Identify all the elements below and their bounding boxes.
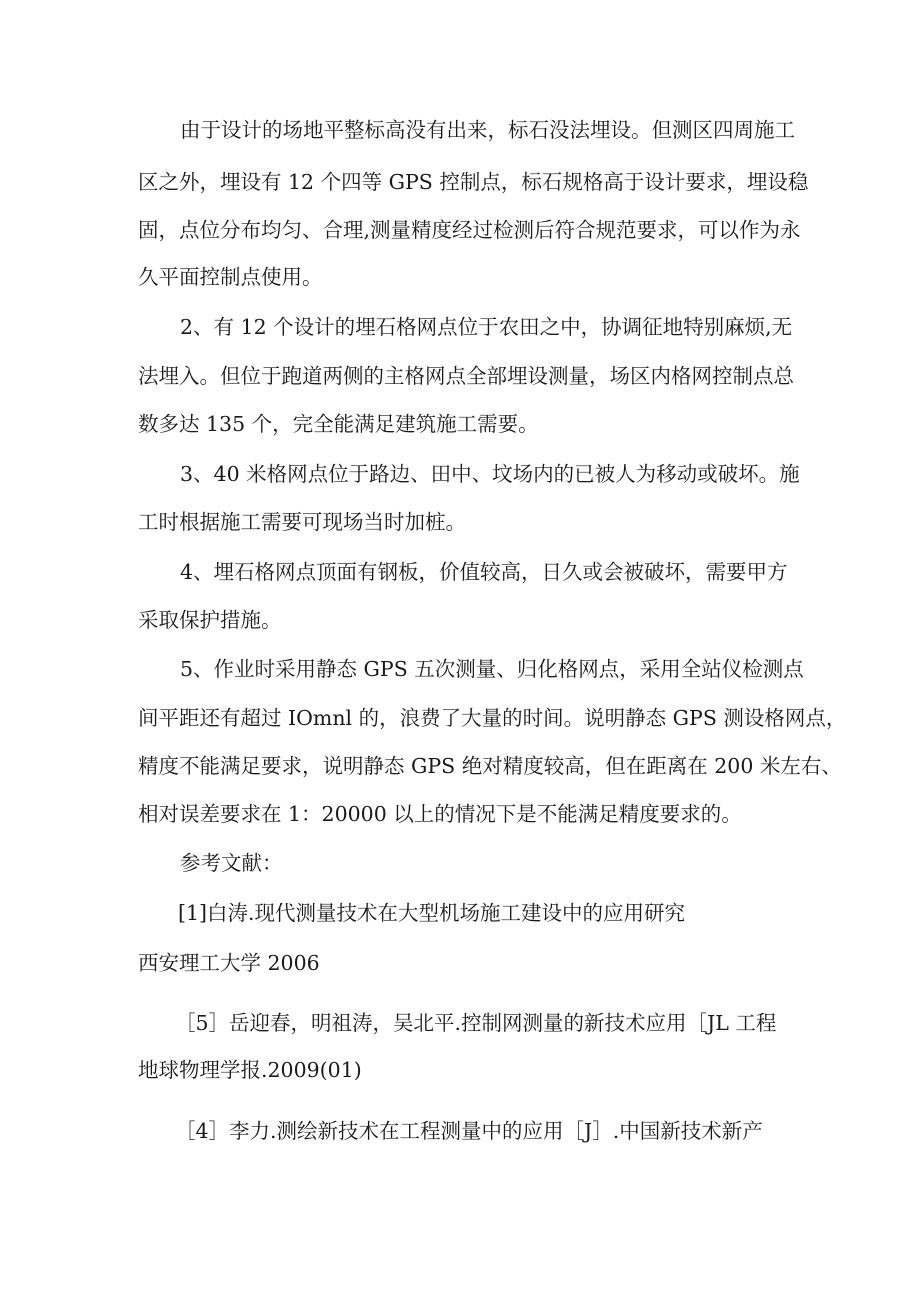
paragraph-line: 久平面控制点使用。 bbox=[138, 265, 323, 289]
reference-entry: [1]白涛.现代测量技术在大型机场施工建设中的应用研究 bbox=[178, 901, 686, 925]
paragraph-line: 区之外，埋设有 12 个四等 GPS 控制点，标石规格高于设计要求，埋设稳 bbox=[138, 170, 809, 194]
paragraph-line: 4、埋石格网点顶面有钢板，价值较高，日久或会被破坏，需要甲方 bbox=[180, 560, 788, 584]
paragraph-line: 间平距还有超过 IOmnl 的，浪费了大量的时间。说明静态 GPS 测设格网点， bbox=[138, 706, 847, 730]
paragraph-line: 3、40 米格网点位于路边、田中、坟场内的已被人为移动或破坏。施 bbox=[180, 462, 800, 486]
references-heading: 参考文献： bbox=[180, 851, 283, 875]
paragraph-line: 由于设计的场地平整标高没有出来，标石没法埋设。但测区四周施工 bbox=[180, 118, 795, 142]
reference-entry-continuation: 西安理工大学 2006 bbox=[138, 951, 320, 975]
paragraph-line: 法埋入。但位于跑道两侧的主格网点全部埋设测量，场区内格网控制点总 bbox=[138, 364, 794, 388]
paragraph-line: 工时根据施工需要可现场当时加桩。 bbox=[138, 510, 466, 534]
paragraph-line: 相对误差要求在 1：20000 以上的情况下是不能满足精度要求的。 bbox=[138, 802, 742, 826]
reference-entry-continuation: 地球物理学报.2009(01) bbox=[138, 1058, 362, 1082]
paragraph-line: 2、有 12 个设计的埋石格网点位于农田之中，协调征地特别麻烦,无 bbox=[180, 315, 793, 339]
reference-entry: ［5］岳迎春，明祖涛，吴北平.控制网测量的新技术应用［JL 工程 bbox=[175, 1011, 777, 1035]
paragraph-line: 精度不能满足要求，说明静态 GPS 绝对精度较高，但在距离在 200 米左右、 bbox=[138, 754, 842, 778]
paragraph-line: 采取保护措施。 bbox=[138, 608, 282, 632]
reference-entry: ［4］李力.测绘新技术在工程测量中的应用［J］.中国新技术新产 bbox=[175, 1119, 763, 1143]
paragraph-line: 数多达 135 个，完全能满足建筑施工需要。 bbox=[138, 412, 539, 436]
paragraph-line: 5、作业时采用静态 GPS 五次测量、归化格网点，采用全站仪检测点 bbox=[180, 657, 804, 681]
paragraph-line: 固，点位分布均匀、合理,测量精度经过检测后符合规范要求，可以作为永 bbox=[138, 218, 801, 242]
